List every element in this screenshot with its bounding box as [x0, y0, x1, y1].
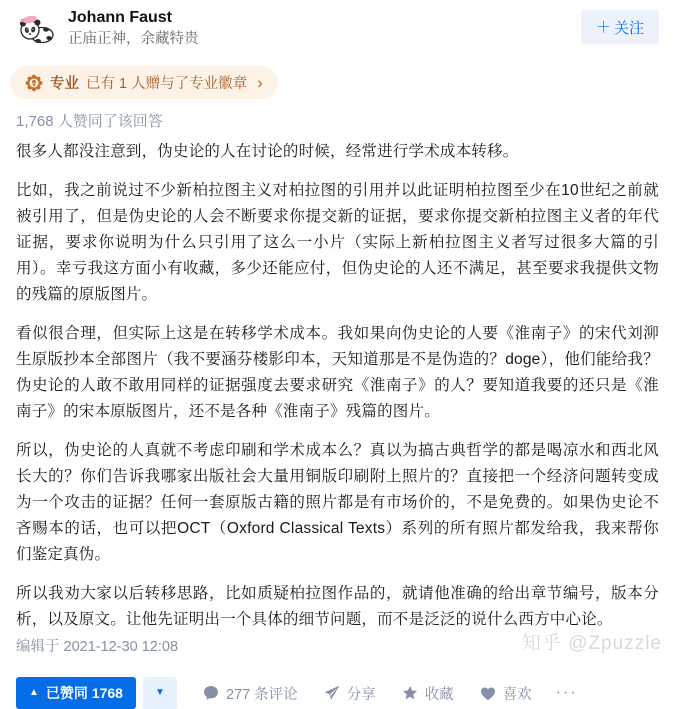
upvote-summary: 1,768 人赞同了该回答 — [16, 113, 163, 130]
more-button[interactable]: ··· — [555, 684, 578, 701]
upvote-button[interactable] — [16, 677, 136, 709]
arrow-down-icon: ▼ — [155, 687, 165, 698]
badge-description: 已有 1 人赠与了专业徽章 — [86, 76, 248, 92]
favorite-button[interactable] — [402, 683, 454, 704]
panda-avatar-image — [16, 8, 56, 48]
arrow-up-icon: ▲ — [29, 687, 39, 698]
favorite-label: 收藏 — [424, 686, 454, 703]
author-bio: 正庙正神，余藏特贵 — [68, 31, 199, 47]
watermark: 知乎 @Zpuzzle — [521, 633, 662, 654]
author-name[interactable]: Johann Faust — [68, 9, 173, 26]
chevron-right-icon: › — [257, 73, 263, 92]
follow-button[interactable] — [581, 10, 659, 44]
heart-icon — [480, 686, 496, 701]
answer-paragraph: 比如，我之前说过不少新柏拉图主义对柏拉图的引用并以此证明柏拉图至少在10世纪之前就被引用了，但是伪史论的人会不断要求你提交新的证据，要求你提交新柏拉图主义者的年代证据，要求你说明为什么只引用了这么一小片（实际上新柏拉图主义者写过很多大篇的引用）。幸亏我这方面小有收藏，多少还能应付，但伪史论的人还不满足，甚至要求我提供文物的残篇的原版图片。 — [16, 182, 659, 303]
paper-plane-icon — [324, 685, 340, 701]
badge-title: 专业 — [50, 76, 79, 92]
star-icon — [402, 685, 418, 701]
action-bar — [16, 677, 659, 709]
edited-timestamp: 编辑于 2021-12-30 12:08 — [16, 639, 179, 655]
share-button[interactable] — [324, 683, 376, 704]
like-label: 喜欢 — [502, 686, 532, 703]
answer-paragraph: 所以我劝大家以后转移思路，比如质疑柏拉图作品的，就请他准确的给出章节编号，版本分析，以及原文。让他先证明出一个具体的细节问题，而不是泛泛的说什么西方中心论。 — [16, 585, 659, 628]
comments-button[interactable] — [203, 683, 298, 704]
answer-paragraph: 看似很合理，但实际上这是在转移学术成本。我如果向伪史论的人要《淮南子》的宋代刘泖生原版抄本全部图片（我不要涵芬楼影印本，天知道那是不是伪造的？doge），他们能给我？伪史论的人敢不敢用同样的证据强度去要求研究《淮南子》的人？要知道我要的还只是《淮南子》的宋本原版图片，还不是各种《淮南子》残篇的图片。 — [16, 325, 659, 420]
upvote-button-label: 已赞同 1768 — [45, 685, 123, 701]
author-header — [16, 8, 659, 49]
comments-label: 277 条评论 — [225, 686, 298, 703]
plus-icon: ＋ — [595, 18, 611, 36]
avatar[interactable] — [16, 8, 56, 48]
answer-paragraph: 很多人都没注意到，伪史论的人在讨论的时候，经常进行学术成本转移。 — [16, 143, 519, 160]
comment-bubble-icon — [203, 685, 219, 701]
follow-button-label: 关注 — [613, 19, 644, 37]
share-label: 分享 — [346, 686, 376, 703]
downvote-button[interactable] — [143, 677, 177, 709]
professional-badge-pill[interactable] — [10, 66, 278, 99]
answer-paragraph: 所以，伪史论的人真就不考虑印刷和学术成本么？真以为搞古典哲学的都是喝凉水和西北风长大的？你们告诉我哪家出版社会大量用铜版印刷附上照片的？直接把一个经济问题转变成为一个攻击的证据？任何一套原版古籍的照片都是有市场价的，不是免费的。如果伪史论不吝赐本的话，也可以把OCT（Oxford Classical Texts）系列的所有照片都发给我，我来帮你们鉴定真伪。 — [16, 442, 659, 563]
medal-icon — [25, 74, 43, 92]
answer-content — [16, 139, 659, 633]
like-button[interactable] — [480, 683, 532, 704]
author-info — [68, 8, 581, 49]
